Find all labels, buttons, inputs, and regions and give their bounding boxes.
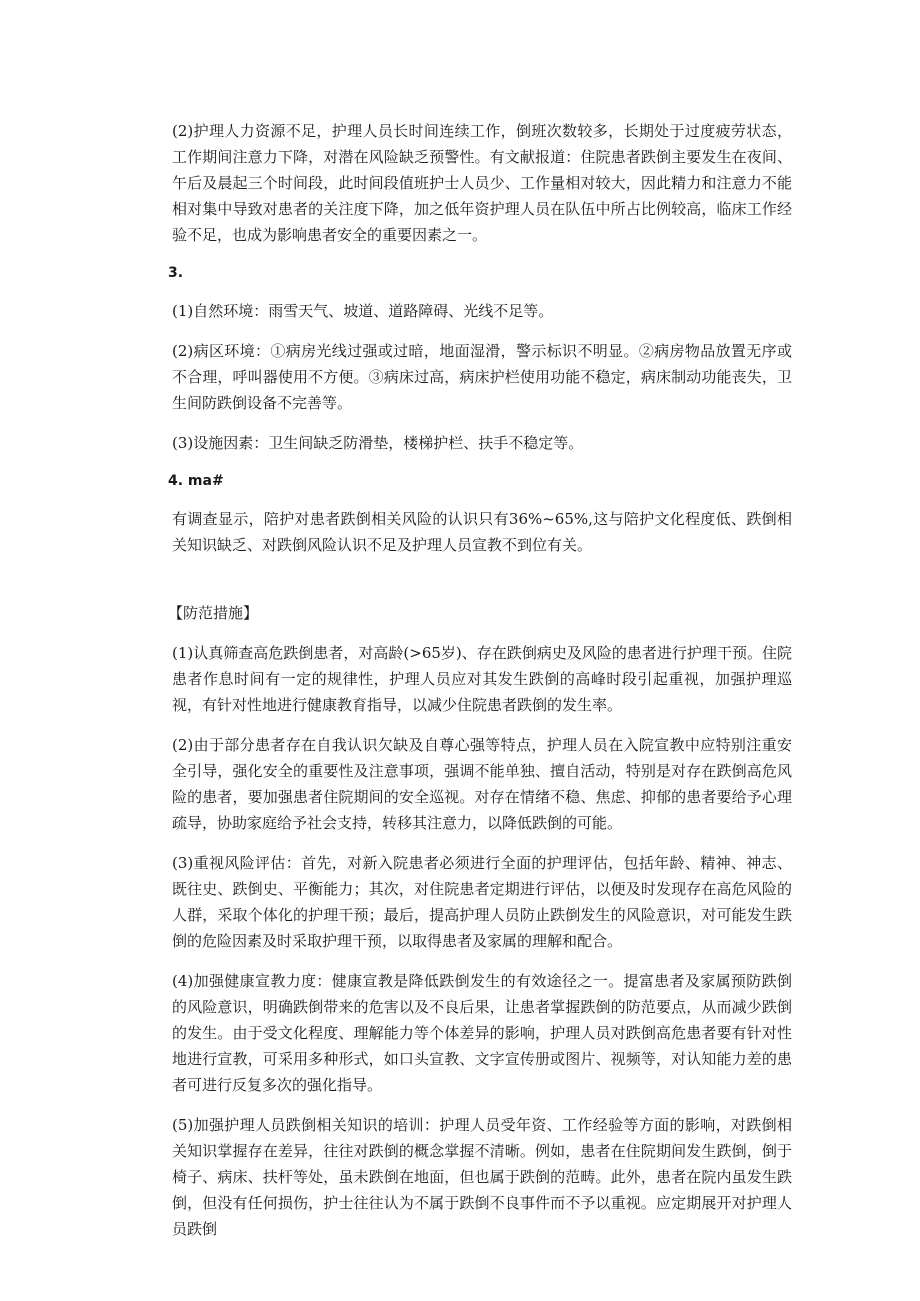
paragraph-ward-environment: (2)病区环境：①病房光线过强或过暗，地面湿滑，警示标识不明显。②病房物品放置无序或不合理，呼叫器使用不方便。③病床过高，病床护栏使用功能不稳定，病床制动功能丧失，卫生间防跌倒设备不完善等。 bbox=[172, 342, 792, 412]
paragraph-health-education: (4)加强健康宣教力度：健康宣教是降低跌倒发生的有效途径之一。提富患者及家属预防跌倒的风险意识，明确跌倒带来的危害以及不良后果，让患者掌握跌倒的防范要点，从而减少跌倒的发生。由于受文化程度、理解能力等个体差异的影响，护理人员对跌倒高危患者要有针对性地进行宣教，可采用多种形式，如口头宣教、文字宣传册或图片、视频等，对认知能力差的患者可进行反复多次的强化指导。 bbox=[172, 972, 792, 1094]
paragraph-staff-training: (5)加强护理人员跌倒相关知识的培训：护理人员受年资、工作经验等方面的影响，对跌倒相关知识掌握存在差异，往往对跌倒的概念掌握不清晰。例如，患者在住院期间发生跌倒，倒于椅子、病床、扶杆等处，虽未跌倒在地面，但也属于跌倒的范畴。此外，患者在院内虽发生跌倒，但没有任何损伤，护士往往认为不属于跌倒不良事件而不予以重视。应定期展开对护理人员跌倒 bbox=[172, 1116, 792, 1238]
paragraph-facility-factors: (3)设施因素：卫生间缺乏防滑垫，楼梯护栏、扶手不稳定等。 bbox=[172, 434, 584, 452]
paragraph-risk-assessment: (3)重视风险评估：首先，对新入院患者必须进行全面的护理评估，包括年龄、精神、神志、既往史、跌倒史、平衡能力；其次，对住院患者定期进行评估，以便及时发现存在高危风险的人群，采取个体化的护理干预；最后，提高护理人员防止跌倒发生的风险意识，对可能发生跌倒的危险因素及时采取护理干预，以取得患者及家属的理解和配合。 bbox=[172, 854, 792, 950]
paragraph-screening: (1)认真筛查高危跌倒患者，对高龄(>65岁)、存在跌倒病史及风险的患者进行护理干预。住院患者作息时间有一定的规律性，护理人员应对其发生跌倒的高峰时段引起重视，加强护理巡视，有针对性地进行健康教育指导，以减少住院患者跌倒的发生率。 bbox=[172, 644, 792, 714]
document-page bbox=[168, 118, 792, 1242]
heading-4: 4. ma# bbox=[168, 473, 224, 489]
paragraph-safety-guidance: (2)由于部分患者存在自我认识欠缺及自尊心强等特点，护理人员在入院宣教中应特别注重安全引导，强化安全的重要性及注意事项，强调不能单独、擅自活动，特别是对存在跌倒高危风险的患者，要加强患者住院期间的安全巡视。对存在情绪不稳、焦虑、抑郁的患者要给予心理疏导，协助家庭给予社会支持，转移其注意力，以降低跌倒的可能。 bbox=[172, 736, 792, 832]
paragraph-staffing: (2)护理人力资源不足，护理人员长时间连续工作，倒班次数较多，长期处于过度疲劳状态，工作期间注意力下降，对潜在风险缺乏预警性。有文献报道：住院患者跌倒主要发生在夜间、午后及晨起三个时间段，此时间段值班护士人员少、工作量相对较大，因此精力和注意力不能相对集中导致对患者的关注度下降，加之低年资护理人员在队伍中所占比例较高，临床工作经验不足，也成为影响患者安全的重要因素之一。 bbox=[172, 122, 792, 244]
paragraph-caregiver-survey: 有调查显示，陪护对患者跌倒相关风险的认识只有36%~65%,这与陪护文化程度低、跌倒相关知识缺乏、对跌倒风险认识不足及护理人员宣教不到位有关。 bbox=[172, 510, 792, 554]
paragraph-natural-environment: (1)自然环境：雨雪天气、坡道、道路障碍、光线不足等。 bbox=[172, 302, 554, 320]
heading-3: 3. bbox=[168, 265, 184, 281]
section-title-prevention: 【防范措施】 bbox=[168, 604, 259, 622]
